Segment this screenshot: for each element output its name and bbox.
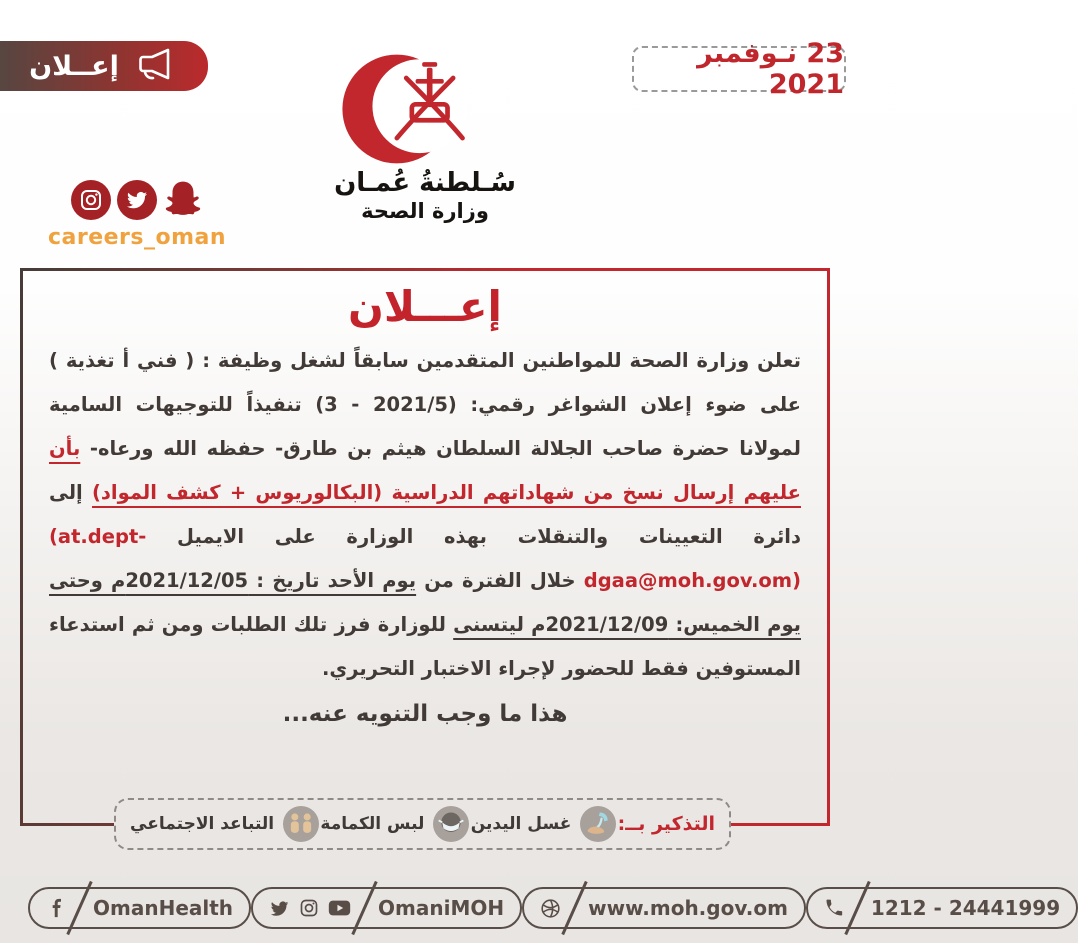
body-text-segment: إلى دائرة التعيينات والتنقلات بهذه الوزارة على الايميل [49, 481, 801, 549]
careers-social-icons [71, 180, 203, 220]
announcement-ribbon [0, 41, 208, 91]
website-pill[interactable] [522, 887, 806, 929]
megaphone-icon [135, 46, 179, 86]
facebook-icon [46, 898, 66, 918]
closing-note: هذا ما وجب التنويه عنه... [282, 701, 568, 728]
face-mask-icon [433, 806, 469, 842]
date-badge [632, 38, 846, 100]
slash-divider [351, 881, 377, 935]
email-address[interactable]: (at.dept-dgaa@moh.gov.om) [49, 525, 802, 593]
submission-date-range: يوم الأحد تاريخ : 2021/12/05م وحتى يوم الخميس: 2021/12/09م ليتسنى [49, 569, 802, 637]
phone-icon [824, 898, 844, 918]
announcement-box [20, 268, 830, 826]
snapchat-icon[interactable] [163, 180, 203, 220]
vacancy-number: (3 - 2021/5) [315, 393, 457, 417]
body-text-segment: للوزارة فرز تلك الطلبات ومن ثم استدعاء المستوفين فقط للحضور لإجراء الاختبار التحريري. [49, 613, 801, 681]
youtube-icon [328, 898, 351, 918]
phone-pill[interactable] [806, 887, 1078, 929]
crescent-khanjar-emblem-icon [340, 48, 510, 170]
handwash-icon [580, 806, 616, 842]
reminder-item-label: غسل اليدين [470, 814, 572, 834]
reminder-item-mask [320, 806, 469, 842]
reminder-label: التذكير بــ: [617, 813, 715, 835]
instruction-highlight: بأن عليهم إرسال نسخ من شهاداتهم الدراسية (البكالوريوس + كشف المواد) [49, 437, 801, 505]
announcement-body [49, 339, 801, 691]
reminder-item-label: لبس الكمامة [320, 814, 425, 834]
slash-divider [561, 881, 587, 935]
body-text-segment: تعلن وزارة الصحة للمواطنين المتقدمين سابقاً لشغل وظيفة : ( فني أ تغذية ) على ضوء إعلان الشواغر رقمي: [49, 349, 801, 417]
reminder-item-handwash [471, 806, 617, 842]
social-distancing-icon [283, 806, 319, 842]
instagram-icon[interactable] [71, 180, 111, 220]
careers-handle[interactable]: careers_oman [47, 225, 227, 250]
website-url: www.moh.gov.om [588, 896, 788, 920]
date-text: 23 نـوفمبر 2021 [697, 38, 844, 100]
twitter-icon[interactable] [117, 180, 157, 220]
twitter-icon [269, 898, 290, 919]
logo-country-text: سُـلطنةُ عُمـان [334, 168, 516, 198]
slash-divider [844, 881, 870, 935]
globe-icon [540, 898, 561, 919]
instagram-icon [299, 898, 319, 918]
announcement-title: إعـــلان [348, 282, 502, 331]
careers-social-block [47, 180, 227, 250]
ribbon-label: إعــلان [29, 50, 119, 82]
footer-contact-bar [28, 887, 1061, 929]
facebook-handle: OmanHealth [93, 896, 234, 920]
reminder-bar [114, 798, 731, 850]
body-text-segment: خلال الفترة من [416, 569, 584, 593]
reminder-item-distancing [130, 806, 319, 842]
body-text-segment: تنفيذاً للتوجيهات السامية لمولانا حضرة صاحب الجلالة السلطان هيثم بن طارق- حفظه الله ورعاه- [49, 393, 801, 461]
logo-ministry-text: وزارة الصحة [361, 199, 489, 223]
social-media-pill[interactable] [251, 887, 522, 929]
reminder-item-label: التباعد الاجتماعي [130, 814, 275, 834]
facebook-contact-pill[interactable] [28, 887, 251, 929]
social-media-handle: OmaniMOH [378, 896, 505, 920]
slash-divider [66, 881, 92, 935]
phone-number: 1212 - 24441999 [870, 896, 1061, 920]
